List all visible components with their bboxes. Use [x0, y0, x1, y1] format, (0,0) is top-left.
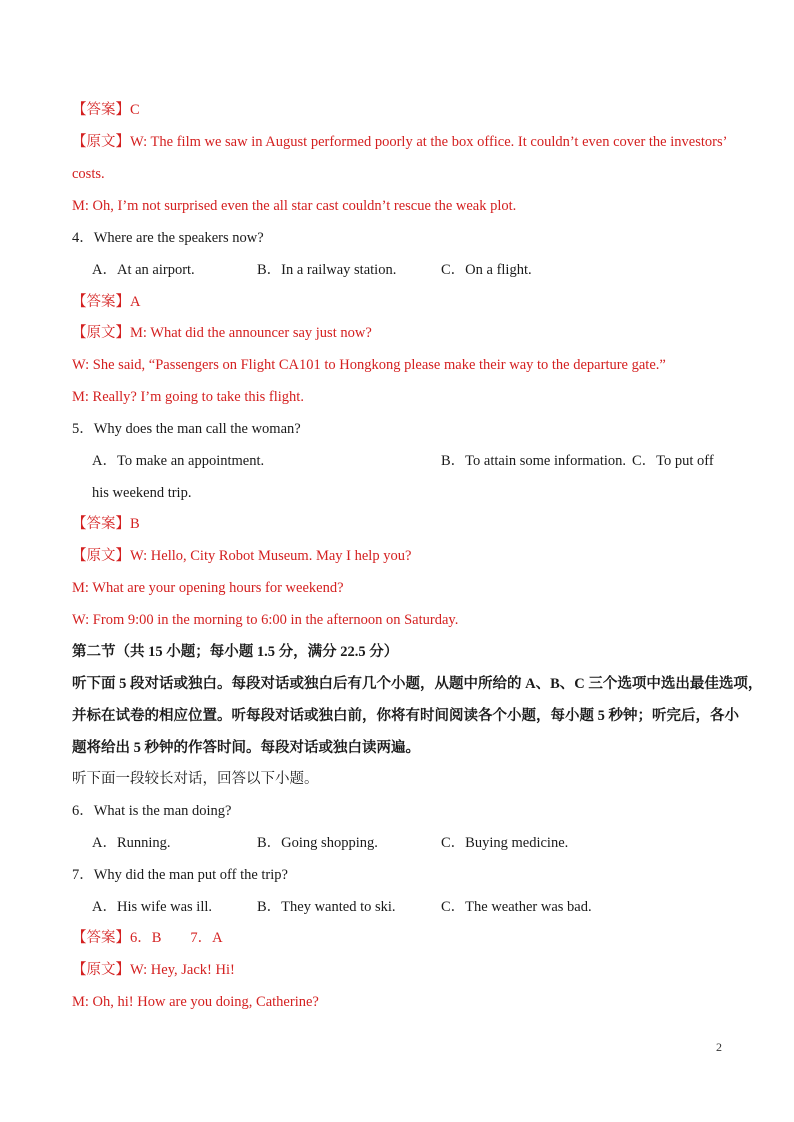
question-6-option-a: A．Running. — [92, 835, 171, 851]
transcript-3-line-2: costs. — [72, 166, 105, 182]
question-4-option-c: C．On a flight. — [441, 262, 532, 278]
question-6-option-b: B．Going shopping. — [257, 835, 378, 851]
instructions-line-2: 并标在试卷的相应位置。听每段对话或独白前，你将有时间阅读各个小题，每小题 5 秒钟；听完后，各小 — [72, 708, 739, 724]
instructions-line-3: 题将给出 5 秒钟的作答时间。每段对话或独白读两遍。 — [72, 740, 420, 756]
question-6-option-c: C．Buying medicine. — [441, 835, 569, 851]
answer-4: 【答案】A — [72, 294, 141, 310]
question-7-option-a: A．His wife was ill. — [92, 899, 213, 915]
question-5-option-b: B．To attain some information. — [441, 453, 627, 469]
question-5-option-a: A．To make an appointment. — [92, 453, 265, 469]
question-4-option-a: A．At an airport. — [92, 262, 195, 278]
question-5-option-c-cont: his weekend trip. — [92, 485, 192, 501]
question-6: 6．What is the man doing? — [72, 803, 232, 819]
transcript-3-line-3: M: Oh, I’m not surprised even the all star cast couldn’t rescue the weak plot. — [72, 198, 517, 214]
page-number: 2 — [716, 1040, 722, 1054]
instructions-line-1: 听下面 5 段对话或独白。每段对话或独白后有几个小题，从题中所给的 A、B、C 三个选项中选出最佳选项， — [72, 676, 763, 692]
question-5: 5．Why does the man call the woman? — [72, 421, 301, 437]
answer-3: 【答案】C — [72, 102, 140, 118]
transcript-5-line-1: 【原文】W: Hello, City Robot Museum. May I help you? — [72, 548, 412, 564]
answer-5: 【答案】B — [72, 516, 140, 532]
transcript-5-line-2: M: What are your opening hours for weekend? — [72, 580, 344, 596]
transcript-4-line-1: 【原文】M: What did the announcer say just now? — [72, 325, 372, 341]
transcript-3-line-1: 【原文】W: The film we saw in August performed poorly at the box office. It couldn’t even cover the investors’ — [72, 134, 728, 150]
answer-6-7: 【答案】6．B 7．A — [72, 930, 223, 946]
question-4: 4．Where are the speakers now? — [72, 230, 264, 246]
question-7: 7．Why did the man put off the trip? — [72, 867, 288, 883]
transcript-6-7-line-1: 【原文】W: Hey, Jack! Hi! — [72, 962, 235, 978]
transcript-6-7-line-2: M: Oh, hi! How are you doing, Catherine? — [72, 994, 319, 1010]
section-2-heading: 第二节（共 15 小题；每小题 1.5 分，满分 22.5 分） — [72, 644, 399, 660]
transcript-5-line-3: W: From 9:00 in the morning to 6:00 in the afternoon on Saturday. — [72, 612, 459, 628]
transcript-4-line-2: W: She said, “Passengers on Flight CA101 to Hongkong please make their way to the departure gate.” — [72, 357, 666, 373]
question-4-option-b: B．In a railway station. — [257, 262, 397, 278]
transcript-4-line-3: M: Really? I’m going to take this flight. — [72, 389, 304, 405]
question-7-option-b: B．They wanted to ski. — [257, 899, 396, 915]
question-7-option-c: C．The weather was bad. — [441, 899, 592, 915]
instructions-line-4: 听下面一段较长对话，回答以下小题。 — [72, 771, 319, 787]
question-5-option-c: C．To put off — [632, 453, 714, 469]
